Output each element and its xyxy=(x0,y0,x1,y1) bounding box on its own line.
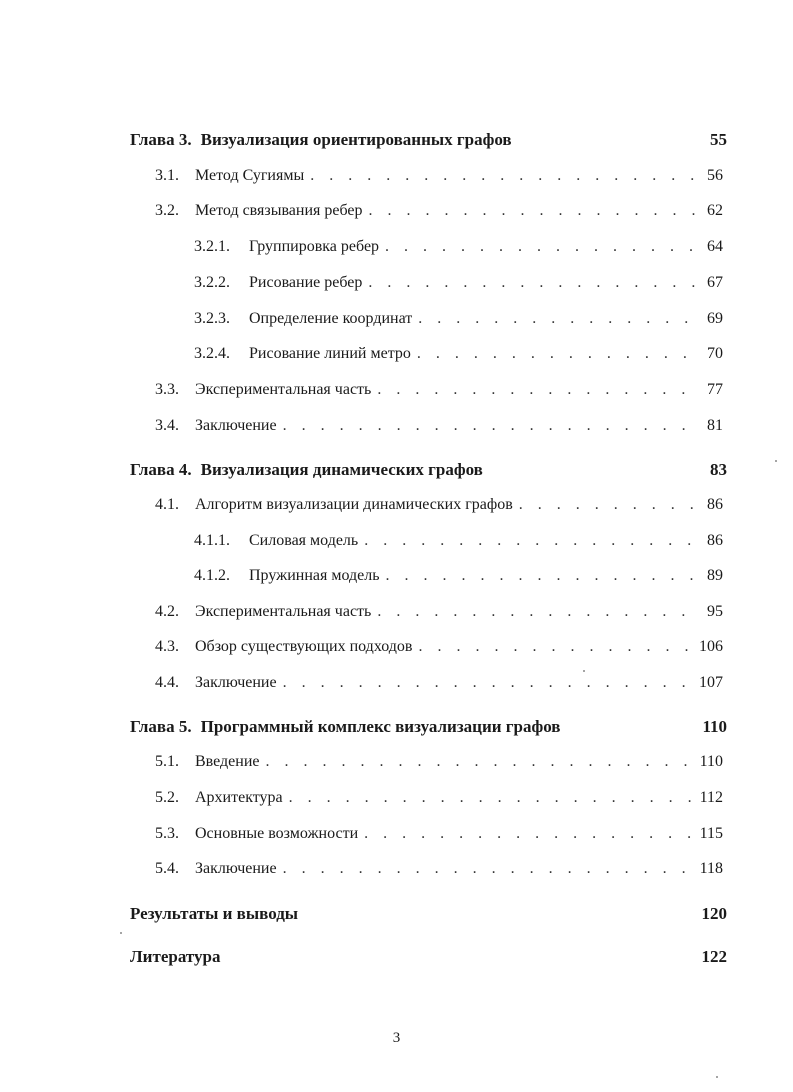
toc-section-entry xyxy=(155,417,723,441)
toc-entry-page: 95 xyxy=(707,603,723,620)
toc-entry-title: Силовая модель xyxy=(249,532,359,549)
dot-leader xyxy=(283,860,694,878)
toc-entry-number: 5.2. xyxy=(155,789,179,806)
toc-section-entry xyxy=(155,860,723,884)
toc-entry-title: Визуализация ориентированных графов xyxy=(200,130,512,149)
toc-entry-title: Группировка ребер xyxy=(249,238,380,255)
toc-entry-number: 4.1. xyxy=(155,496,179,513)
toc-entry-number: 4.2. xyxy=(155,603,179,620)
toc-chapter-entry xyxy=(130,717,727,741)
dot-leader xyxy=(417,345,701,363)
dot-leader xyxy=(283,674,693,692)
toc-entry-title: Литература xyxy=(130,947,221,966)
toc-entry-page: 70 xyxy=(707,345,723,362)
toc-entry-number: 5.4. xyxy=(155,860,179,877)
dot-leader xyxy=(364,532,701,550)
dot-leader xyxy=(364,825,693,843)
page-number: 3 xyxy=(392,1030,401,1046)
toc-entry-number: Глава 4. xyxy=(130,460,192,479)
toc-section-entry xyxy=(155,825,723,849)
toc-entry-title: Заключение xyxy=(195,417,277,434)
dot-leader xyxy=(283,417,701,435)
dot-leader xyxy=(418,638,693,656)
toc-section-entry xyxy=(155,202,723,226)
toc-entry-page: 110 xyxy=(699,753,723,770)
toc-entry-page: 115 xyxy=(699,825,723,842)
toc-entry-title: Пружинная модель xyxy=(249,567,380,584)
toc-entry-title: Экспериментальная часть xyxy=(195,603,372,620)
toc-entry-page: 120 xyxy=(701,904,727,923)
toc-entry-title: Введение xyxy=(195,753,260,770)
toc-section-entry xyxy=(155,789,723,813)
toc-entry-number: 3.2.2. xyxy=(194,274,230,291)
toc-entry-page: 106 xyxy=(699,638,723,655)
toc-entry-number: 3.4. xyxy=(155,417,179,434)
toc-entry-title: Заключение xyxy=(195,674,277,691)
toc-entry-number: Глава 3. xyxy=(130,130,192,149)
toc-entry-page: 83 xyxy=(710,460,727,479)
toc-subsection-entry xyxy=(194,345,723,369)
toc-entry-page: 118 xyxy=(699,860,723,877)
toc-entry-number: 3.3. xyxy=(155,381,179,398)
dot-leader xyxy=(266,753,694,771)
toc-entry-page: 62 xyxy=(707,202,723,219)
toc-entry-title: Программный комплекс визуализации графов xyxy=(200,717,561,736)
toc-entry-page: 64 xyxy=(707,238,723,255)
toc-entry-number: 3.2.3. xyxy=(194,310,230,327)
dot-leader xyxy=(369,202,701,220)
toc-chapter-entry xyxy=(130,947,727,971)
toc-entry-title: Заключение xyxy=(195,860,277,877)
toc-entry-page: 67 xyxy=(707,274,723,291)
dot-leader xyxy=(368,274,701,292)
toc-entry-title: Рисование линий метро xyxy=(249,345,411,362)
toc-entry-number: 3.1. xyxy=(155,167,179,184)
toc-entry-number: 5.1. xyxy=(155,753,179,770)
toc-entry-number: 4.1.1. xyxy=(194,532,230,549)
toc-entry-title: Алгоритм визуализации динамических графов xyxy=(195,496,513,513)
toc-chapter-entry xyxy=(130,904,727,928)
toc-entry-page: 86 xyxy=(707,496,723,513)
dot-leader xyxy=(289,789,694,807)
toc-entry-page: 55 xyxy=(710,130,727,149)
toc-entry-title: Обзор существующих подходов xyxy=(195,638,413,655)
toc-entry-number: 4.3. xyxy=(155,638,179,655)
toc-chapter-entry xyxy=(130,130,727,154)
toc-entry-title: Основные возможности xyxy=(195,825,359,842)
toc-entry-number: 3.2. xyxy=(155,202,179,219)
toc-entry-title: Архитектура xyxy=(195,789,283,806)
toc-entry-title: Определение координат xyxy=(249,310,413,327)
toc-subsection-entry xyxy=(194,532,723,556)
dot-leader xyxy=(377,381,701,399)
dot-leader xyxy=(386,567,701,585)
scan-speck xyxy=(120,932,122,934)
toc-entry-page: 122 xyxy=(701,947,727,966)
toc-subsection-entry xyxy=(194,238,723,262)
dot-leader xyxy=(385,238,701,256)
toc-entry-title: Экспериментальная часть xyxy=(195,381,372,398)
scan-speck xyxy=(583,670,585,672)
toc-subsection-entry xyxy=(194,274,723,298)
dot-leader xyxy=(519,496,701,514)
toc-entry-number: 3.2.1. xyxy=(194,238,230,255)
toc-entry-page: 56 xyxy=(707,167,723,184)
toc-entry-number: 3.2.4. xyxy=(194,345,230,362)
toc-entry-number: 5.3. xyxy=(155,825,179,842)
toc-entry-number: Глава 5. xyxy=(130,717,192,736)
toc-entry-number: 4.1.2. xyxy=(194,567,230,584)
scan-speck xyxy=(716,1076,718,1078)
toc-entry-page: 110 xyxy=(702,717,727,736)
toc-entry-title: Визуализация динамических графов xyxy=(200,460,483,479)
toc-chapter-entry xyxy=(130,460,727,484)
toc-section-entry xyxy=(155,674,723,698)
toc-section-entry xyxy=(155,638,723,662)
toc-entry-title: Метод связывания ребер xyxy=(195,202,363,219)
toc-entry-page: 112 xyxy=(699,789,723,806)
scan-speck xyxy=(775,460,777,462)
toc-entry-number: 4.4. xyxy=(155,674,179,691)
toc-entry-title: Результаты и выводы xyxy=(130,904,299,923)
dot-leader xyxy=(310,167,701,185)
toc-entry-page: 86 xyxy=(707,532,723,549)
toc-entry-title: Рисование ребер xyxy=(249,274,363,291)
toc-entry-page: 81 xyxy=(707,417,723,434)
toc-entry-page: 107 xyxy=(699,674,723,691)
toc-section-entry xyxy=(155,603,723,627)
toc-entry-page: 89 xyxy=(707,567,723,584)
toc-entry-page: 69 xyxy=(707,310,723,327)
toc-section-entry xyxy=(155,381,723,405)
toc-entry-title: Метод Сугиямы xyxy=(195,167,305,184)
toc-subsection-entry xyxy=(194,310,723,334)
dot-leader xyxy=(377,603,701,621)
toc-section-entry xyxy=(155,496,723,520)
dot-leader xyxy=(418,310,701,328)
toc-section-entry xyxy=(155,167,723,191)
toc-entry-page: 77 xyxy=(707,381,723,398)
toc-subsection-entry xyxy=(194,567,723,591)
toc-section-entry xyxy=(155,753,723,777)
